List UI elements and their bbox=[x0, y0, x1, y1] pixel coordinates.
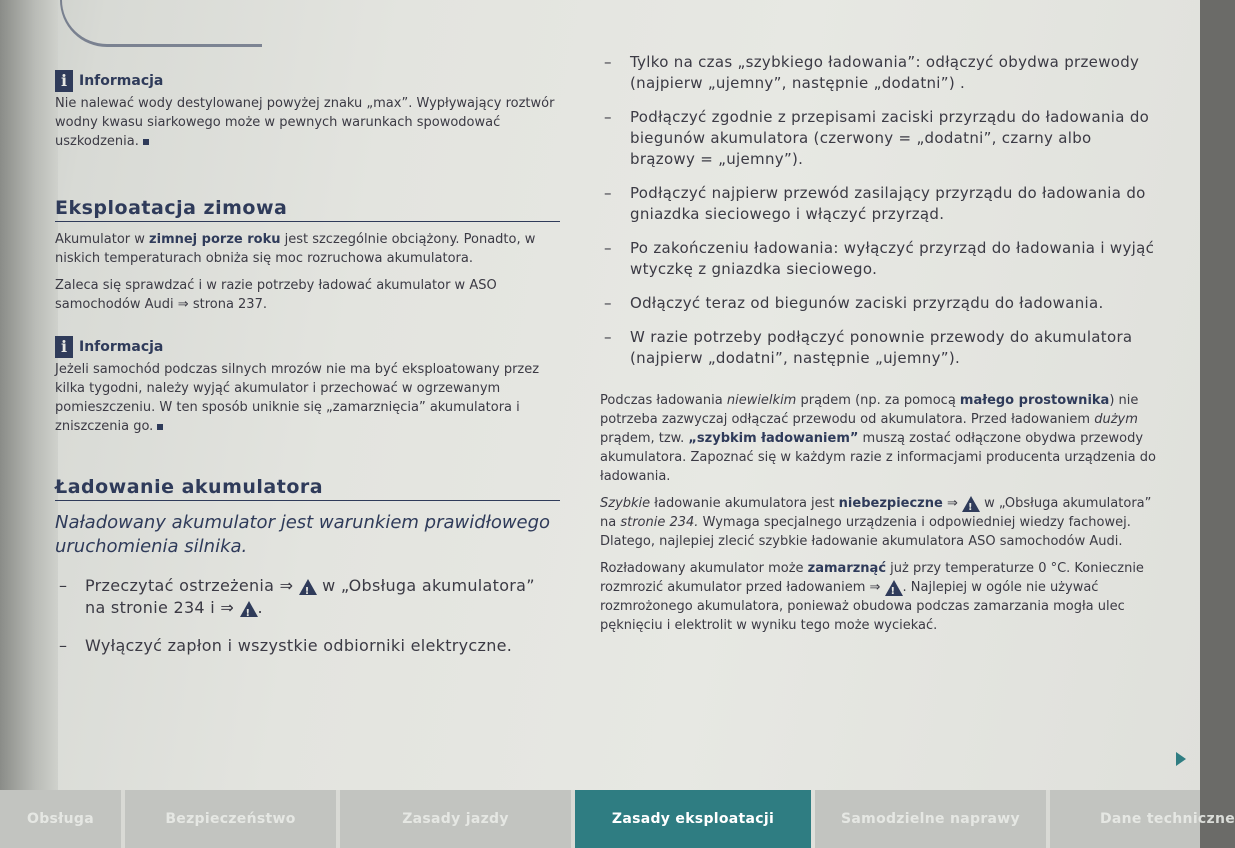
paragraph: Podczas ładowania niewielkim prądem (np. za pomocą małego prostownika) nie potrzeba zazwyczaj odłączać przewodu od akumulatora. Przed ładowaniem dużym prądem, tzw. „szybkim ładowaniem” muszą zostać odłączone obydwa przewody akumulatora. Zapoznać się w każdym razie z informacjami producenta urządzenia do ładowania. bbox=[600, 393, 1156, 484]
next-page-arrow-icon[interactable] bbox=[1176, 752, 1186, 766]
end-mark-icon bbox=[157, 424, 163, 430]
steps-list bbox=[600, 52, 1160, 369]
info-text: Jeżeli samochód podczas silnych mrozów nie ma być eksploatowany przez kilka tygodni, należy wyjąć akumulator i przechować w ogrzewanym pomieszczeniu. W ten sposób uniknie się „zamarznięcia” akumulatora i zniszczenia go. bbox=[55, 362, 540, 434]
tab-zasady-jazdy[interactable]: Zasady jazdy bbox=[340, 790, 575, 848]
chapter-nav bbox=[0, 790, 1235, 848]
list-item: – Tylko na czas „szybkiego ładowania”: odłączyć obydwa przewody (najpierw „ujemny”, następnie „dodatni”) . bbox=[600, 52, 1160, 94]
paragraph: Szybkie ładowanie akumulatora jest niebezpieczne ⇒ ! w „Obsługa akumulatora” na stronie 234. Wymaga specjalnego urządzenia i odpowiedniej wiedzy fachowej. Dlatego, najlepiej zlecić szybkie ładowanie akumulatora ASO samochodów Audi. bbox=[600, 494, 1160, 551]
tab-samodzielne-naprawy[interactable]: Samodzielne naprawy bbox=[815, 790, 1050, 848]
warning-icon[interactable] bbox=[299, 579, 317, 595]
left-column bbox=[55, 70, 560, 673]
section-heading: Ładowanie akumulatora bbox=[55, 476, 560, 501]
end-mark-icon bbox=[143, 139, 149, 145]
steps-list bbox=[55, 575, 560, 657]
decorative-corner-line bbox=[60, 0, 262, 47]
info-box-frost bbox=[55, 336, 560, 436]
info-icon: i bbox=[55, 336, 73, 358]
list-item: – W razie potrzeby podłączyć ponownie przewody do akumulatora (najpierw „dodatni”, następnie „ujemny”). bbox=[600, 327, 1160, 369]
page-spine bbox=[0, 0, 58, 848]
tab-zasady-eksploatacji[interactable]: Zasady eksploatacji bbox=[575, 790, 815, 848]
info-text: Nie nalewać wody destylowanej powyżej znaku „max”. Wypływający roztwór wodny kwasu siarkowego może w pewnych warunkach spowodować uszkodzenia. bbox=[55, 96, 555, 149]
tab-dane-techniczne[interactable]: Dane techniczne bbox=[1050, 790, 1200, 848]
info-title: Informacja bbox=[79, 339, 164, 355]
tab-obsluga[interactable]: Obsługa bbox=[0, 790, 125, 848]
list-item: – Przeczytać ostrzeżenia ⇒ ! w „Obsługa akumulatora” na stronie 234 i ⇒ !. bbox=[55, 575, 560, 619]
section-winter bbox=[55, 197, 560, 314]
paragraph: Zaleca się sprawdzać i w razie potrzeby ładować akumulator w ASO samochodów Audi ⇒ strona 237. bbox=[55, 278, 497, 312]
info-icon: i bbox=[55, 70, 73, 92]
list-item: – Podłączyć najpierw przewód zasilający przyrządu do ładowania do gniazdka sieciowego i włączyć przyrząd. bbox=[600, 183, 1160, 225]
warning-icon[interactable] bbox=[240, 601, 258, 617]
paragraph: Akumulator w zimnej porze roku jest szczególnie obciążony. Ponadto, w niskich temperaturach obniża się moc rozruchowa akumulatora. bbox=[55, 232, 536, 266]
warning-icon[interactable] bbox=[962, 496, 980, 512]
right-column bbox=[600, 52, 1160, 635]
section-charging bbox=[55, 476, 560, 657]
info-box-water bbox=[55, 70, 560, 151]
info-title: Informacja bbox=[79, 73, 164, 89]
list-item: – Wyłączyć zapłon i wszystkie odbiorniki elektryczne. bbox=[55, 635, 560, 657]
list-item: – Po zakończeniu ładowania: wyłączyć przyrząd do ładowania i wyjąć wtyczkę z gniazdka sieciowego. bbox=[600, 238, 1160, 280]
warning-icon[interactable] bbox=[885, 580, 903, 596]
lead-text: Naładowany akumulator jest warunkiem prawidłowego uruchomienia silnika. bbox=[55, 512, 551, 557]
list-item: – Podłączyć zgodnie z przepisami zaciski przyrządu do ładowania do biegunów akumulatora (czerwony = „dodatni”, czarny albo brązowy = „ujemny”). bbox=[600, 107, 1160, 170]
tab-bezpieczenstwo[interactable]: Bezpieczeństwo bbox=[125, 790, 340, 848]
paragraph: Rozładowany akumulator może zamarznąć już przy temperaturze 0 °C. Koniecznie rozmrozić akumulator przed ładowaniem ⇒ !. Najlepiej w ogóle nie używać rozmrożonego akumulatora, ponieważ obudowa podczas zamarzania mogła ulec pęknięciu i elektrolit w wyniku tego może wyciekać. bbox=[600, 559, 1160, 635]
section-heading: Eksploatacja zimowa bbox=[55, 197, 560, 222]
list-item: – Odłączyć teraz od biegunów zaciski przyrządu do ładowania. bbox=[600, 293, 1160, 314]
